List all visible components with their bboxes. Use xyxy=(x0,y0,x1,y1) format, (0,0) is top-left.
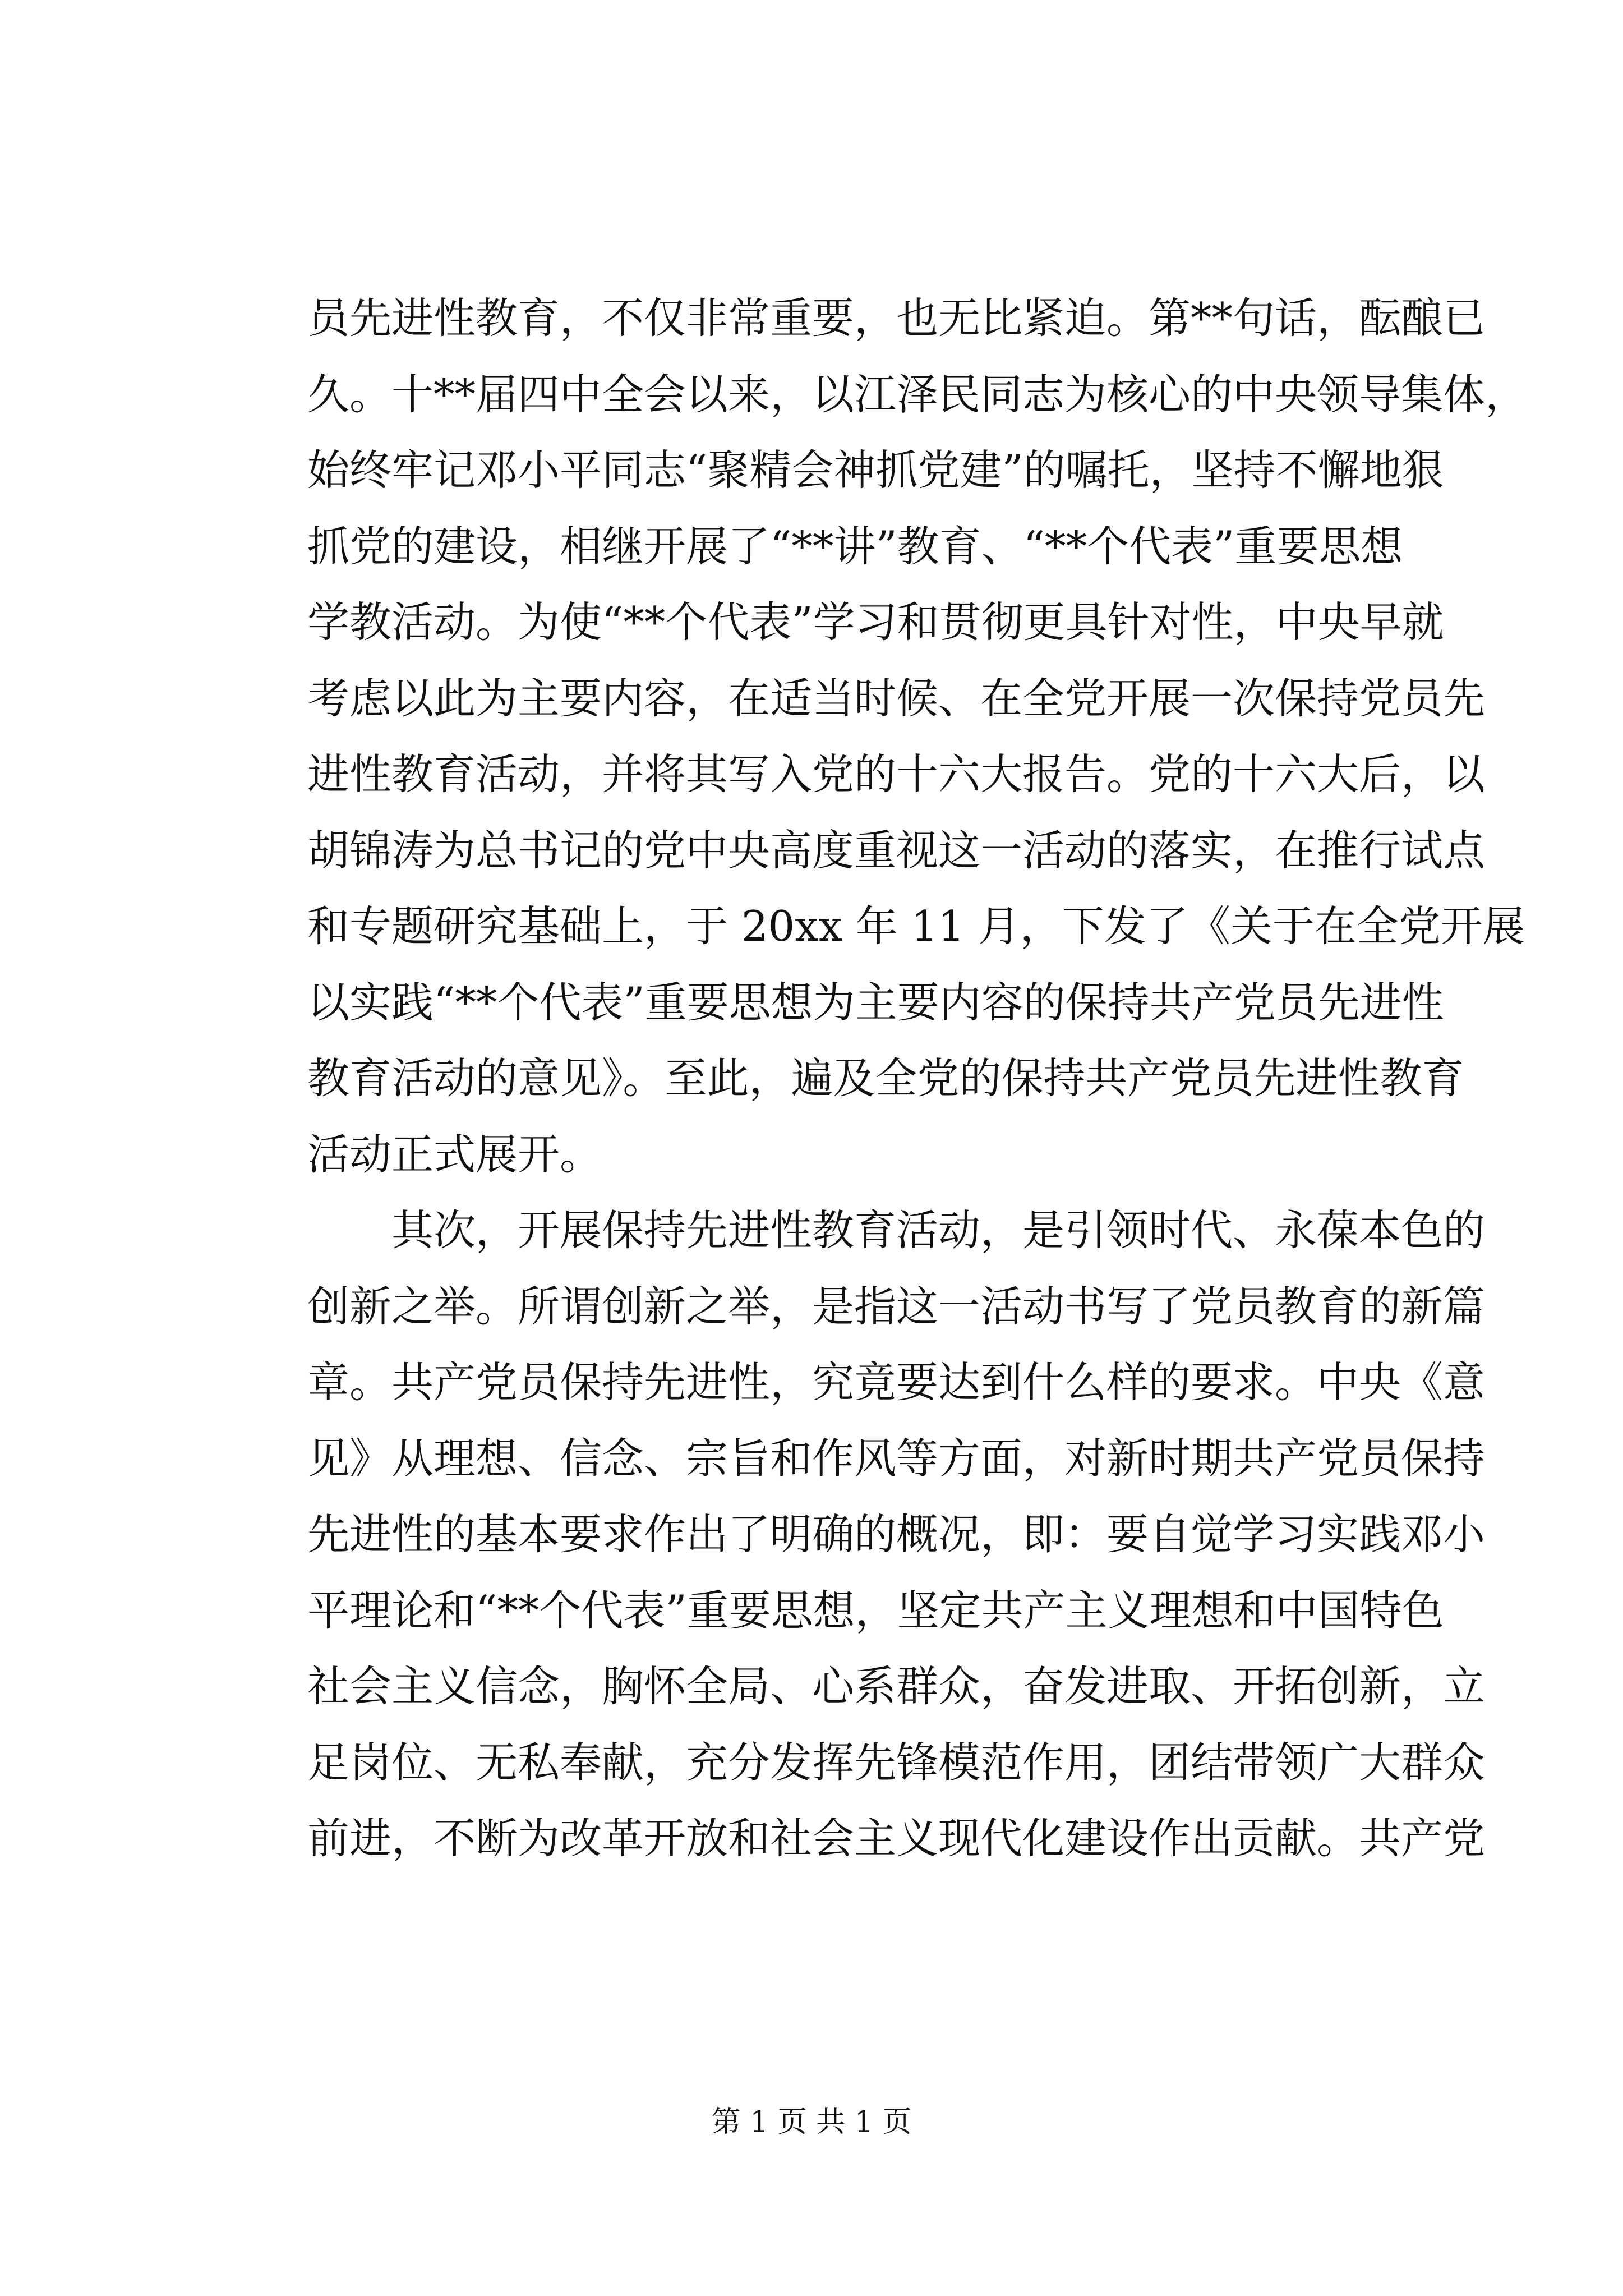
text-line: 平理论和“**个代表”重要思想，坚定共产主义理想和中国特色 xyxy=(307,1585,1444,1635)
paragraph-2 xyxy=(307,1193,1486,1877)
text-line: 活动正式展开。 xyxy=(307,1129,602,1179)
text-line: 创新之举。所谓创新之举，是指这一活动书写了党员教育的新篇 xyxy=(307,1281,1486,1331)
text-line: 进性教育活动，并将其写入党的十六大报告。党的十六大后，以 xyxy=(307,749,1486,799)
page-footer xyxy=(0,2098,1623,2140)
text-line: 久。十**届四中全会以来，以江泽民同志为核心的中央领导集体， xyxy=(307,369,1528,419)
text-line: 员先进性教育，不仅非常重要，也无比紧迫。第**句话，酝酿已 xyxy=(307,293,1486,343)
text-line: 前进，不断为改革开放和社会主义现代化建设作出贡献。共产党 xyxy=(307,1814,1486,1863)
text-line: 见》从理想、信念、宗旨和作风等方面，对新时期共产党员保持 xyxy=(307,1433,1486,1483)
text-line: 以实践“**个代表”重要思想为主要内容的保持共产党员先进性 xyxy=(307,977,1444,1027)
text-line: 胡锦涛为总书记的党中央高度重视这一活动的落实，在推行试点 xyxy=(307,825,1486,875)
text-line: 足岗位、无私奉献，充分发挥先锋模范作用，团结带领广大群众 xyxy=(307,1737,1486,1787)
text-line: 和专题研究基础上，于 20xx 年 11 月，下发了《关于在全党开展 xyxy=(307,901,1525,951)
page-number-label: 第 1 页 共 1 页 xyxy=(711,2105,912,2139)
document-body xyxy=(307,280,1528,1877)
text-line: 社会主义信念，胸怀全局、心系群众，奋发进取、开拓创新，立 xyxy=(307,1662,1486,1711)
text-line: 始终牢记邓小平同志“聚精会神抓党建”的嘱托，坚持不懈地狠 xyxy=(307,445,1444,495)
text-line: 章。共产党员保持先进性，究竟要达到什么样的要求。中央《意 xyxy=(307,1358,1486,1407)
text-line: 先进性的基本要求作出了明确的概况，即：要自觉学习实践邓小 xyxy=(307,1510,1486,1559)
text-line: 考虑以此为主要内容，在适当时候、在全党开展一次保持党员先 xyxy=(307,673,1486,723)
paragraph-1 xyxy=(307,280,1528,1193)
text-line: 其次，开展保持先进性教育活动，是引领时代、永葆本色的 xyxy=(307,1205,1486,1255)
text-line: 学教活动。为使“**个代表”学习和贯彻更具针对性，中央早就 xyxy=(307,597,1444,647)
text-line: 教育活动的意见》。至此，遍及全党的保持共产党员先进性教育 xyxy=(307,1053,1464,1103)
text-line: 抓党的建设，相继开展了“**讲”教育、“**个代表”重要思想 xyxy=(307,521,1403,571)
